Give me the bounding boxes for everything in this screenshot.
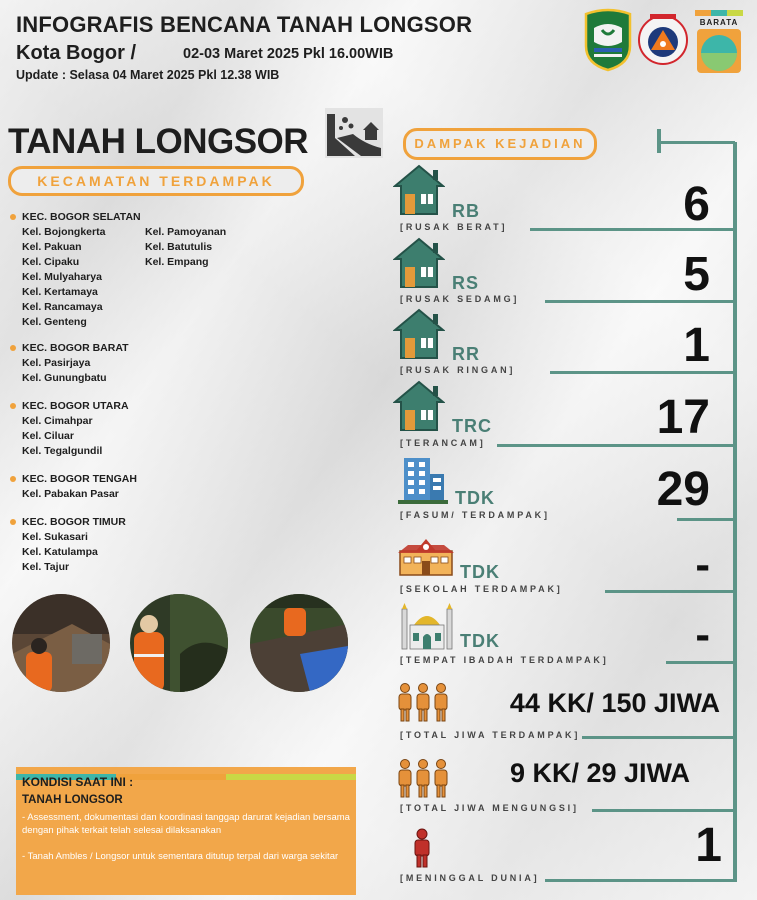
kelurahan-column-2 — [145, 225, 226, 270]
kelurahan-item: Kel. Gunungbatu — [22, 372, 107, 384]
dampak-caption: [TEMPAT IBADAH TERDAMPAK] — [400, 655, 609, 665]
house-icon — [393, 380, 445, 432]
kelurahan-item: Kel. Genteng — [22, 316, 87, 328]
city-label: Kota Bogor / — [16, 42, 137, 64]
kecamatan-bogor-selatan — [10, 210, 141, 330]
people-icon — [396, 682, 450, 722]
dampak-value: 5 — [683, 248, 710, 301]
kecamatan-name: KEC. BOGOR BARAT — [10, 341, 129, 356]
dampak-value: 9 KK/ 29 JIWA — [509, 758, 690, 788]
kecamatan-bogor-timur — [10, 515, 126, 575]
dampak-caption: [TERANCAM] — [400, 438, 486, 448]
dampak-connector — [592, 809, 735, 812]
dampak-caption: [RUSAK RINGAN] — [400, 365, 516, 375]
dampak-connector — [677, 518, 735, 521]
dampak-code: RB — [452, 201, 480, 221]
kelurahan-item: Kel. Rancamaya — [22, 301, 103, 313]
dampak-code: TDK — [460, 631, 500, 651]
landslide-icon — [325, 108, 383, 158]
condition-color-bar — [16, 767, 356, 773]
house-icon — [393, 308, 445, 360]
dampak-connector — [545, 879, 735, 882]
kelurahan-item: Kel. Mulyaharya — [22, 271, 102, 283]
dampak-value: 29 — [656, 463, 710, 516]
dampak-caption: [SEKOLAH TERDAMPAK] — [400, 584, 563, 594]
kecamatan-bogor-tengah — [10, 472, 137, 502]
dampak-caption: [TOTAL JIWA MENGUNGSI] — [400, 803, 579, 813]
dampak-caption: [RUSAK SEDAMG] — [400, 294, 520, 304]
dampak-connector — [605, 590, 735, 593]
kelurahan-item: Kel. Katulampa — [22, 546, 98, 558]
timeline-top-connector — [657, 141, 735, 144]
kecamatan-pill: KECAMATAN TERDAMPAK — [8, 166, 304, 196]
dampak-value: 1 — [695, 819, 722, 872]
mosque-icon — [400, 603, 454, 651]
kelurahan-item: Kel. Kertamaya — [22, 286, 98, 298]
kecamatan-name: KEC. BOGOR TENGAH — [10, 472, 137, 487]
barata-circle-icon — [697, 29, 741, 73]
barata-logo: BARATA — [695, 10, 743, 73]
dampak-caption: [FASUM/ TERDAMPAK] — [400, 510, 550, 520]
dampak-value: - — [695, 610, 710, 659]
kelurahan-item: Kel. Tegalgundil — [22, 445, 103, 457]
dampak-caption: [MENINGGAL DUNIA] — [400, 873, 540, 883]
timeline-vertical-line — [733, 142, 737, 882]
condition-subheading: TANAH LONGSOR — [22, 794, 123, 806]
update-info: Update : Selasa 04 Maret 2025 Pkl 12.38 WIB — [16, 68, 280, 82]
kelurahan-item: Kel. Tajur — [22, 561, 70, 573]
kelurahan-item: Kel. Empang — [145, 256, 209, 268]
condition-item: - Tanah Ambles / Longsor untuk sementara ditutup terpal dari warga sekitar — [22, 851, 339, 862]
dampak-value: 44 KK/ 150 JIWA — [509, 688, 720, 718]
kelurahan-item: Kel. Ciluar — [22, 430, 74, 442]
school-icon — [398, 537, 454, 577]
disaster-title: TANAH LONGSOR — [8, 122, 309, 161]
event-datetime: 02-03 Maret 2025 Pkl 16.00WIB — [183, 46, 394, 62]
dampak-connector — [666, 661, 735, 664]
house-icon — [393, 237, 445, 289]
dampak-caption: [RUSAK BERAT] — [400, 222, 508, 232]
kelurahan-item: Kel. Sukasari — [22, 531, 88, 543]
kelurahan-item: Kel. Cipaku — [22, 256, 80, 268]
dampak-code: TRC — [452, 416, 492, 436]
field-photo-2 — [130, 594, 228, 692]
west-java-emblem-icon — [582, 8, 634, 72]
building-icon — [398, 456, 448, 504]
dampak-code: RS — [452, 273, 480, 293]
field-photo-3 — [250, 594, 348, 692]
dampak-code: TDK — [460, 562, 500, 582]
kecamatan-name: KEC. BOGOR UTARA — [10, 399, 129, 414]
field-photo-1 — [12, 594, 110, 692]
dampak-code: RR — [452, 344, 480, 364]
kelurahan-item: Kel. Cimahpar — [22, 415, 93, 427]
dampak-connector — [582, 736, 735, 739]
kecamatan-bogor-barat — [10, 341, 129, 386]
infographic-title: INFOGRAFIS BENCANA TANAH LONGSOR — [16, 12, 473, 37]
dampak-value: 1 — [683, 319, 710, 372]
kelurahan-item: Kel. Pamoyanan — [145, 226, 227, 238]
dampak-pill: DAMPAK KEJADIAN — [403, 128, 597, 160]
dampak-value: - — [695, 540, 710, 589]
kelurahan-item: Kel. Pasirjaya — [22, 357, 91, 369]
dampak-value: 17 — [656, 391, 710, 444]
dampak-code: TDK — [455, 488, 495, 508]
kecamatan-name: KEC. BOGOR TIMUR — [10, 515, 126, 530]
kelurahan-item: Kel. Pakuan — [22, 241, 82, 253]
bpbd-emblem-icon — [638, 10, 688, 72]
kecamatan-name: KEC. BOGOR SELATAN — [10, 210, 141, 225]
kelurahan-item: Kel. Batutulis — [145, 241, 213, 253]
kecamatan-bogor-utara — [10, 399, 129, 459]
person-icon — [412, 828, 432, 868]
kelurahan-item: Kel. Bojongkerta — [22, 226, 106, 238]
house-icon — [393, 164, 445, 216]
dampak-value: 6 — [683, 178, 710, 231]
dampak-caption: [TOTAL JIWA TERDAMPAK] — [400, 730, 581, 740]
condition-heading: KONDISI SAAT INI : — [22, 775, 134, 789]
condition-item: - Assessment, dokumentasi dan koordinasi tanggap darurat kejadian bersama dengan pihak terkait telah selesai dilaksanakan — [22, 812, 350, 836]
kelurahan-item: Kel. Pabakan Pasar — [22, 488, 119, 500]
